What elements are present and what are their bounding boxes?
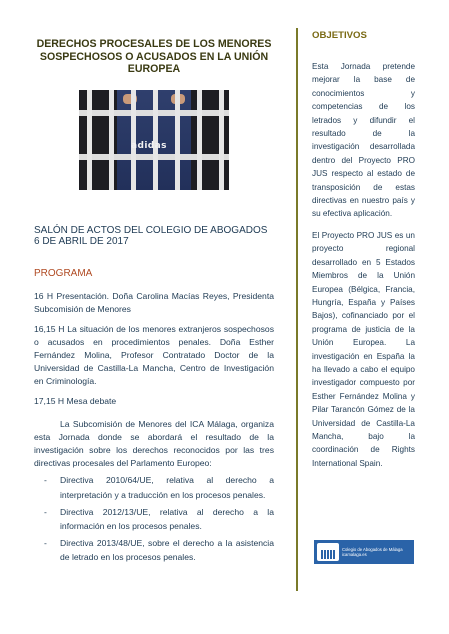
prison-bars-photo: [79, 90, 229, 190]
list-dash: -: [44, 506, 47, 517]
logo-text: Colegio de Abogados de Málaga: [342, 547, 403, 552]
directive-text: Directiva 2013/48/UE, sobre el derecho a la asistencia de letrado en los procesos penales.: [60, 538, 274, 563]
building-icon: [317, 543, 339, 561]
objetivos-paragraph: Esta Jornada pretende mejorar la base de conocimientos y competencias de los letrados y difundir el resultado de la investigación desarrollada dentro del Proyecto PRO JUS respecto al estado de transposición de estas directivas en nuestro país y su efectiva aplicación.: [312, 62, 415, 219]
photo-bar: [87, 90, 92, 190]
event-date: 6 DE ABRIL DE 2017: [34, 236, 129, 248]
list-dash: -: [44, 475, 47, 486]
program-item: 16,15 H La situación de los menores extranjeros sospechosos o acusados en procedimientos penales. Doña Esther Fernández Molina, Profesor Contratado Doctor de la Universidad de Castilla-La Mancha, Centro de Investigación en Criminología.: [34, 324, 274, 386]
sidebar: [312, 30, 415, 470]
project-paragraph: El Proyecto PRO JUS es un proyecto regional desarrollado en 5 Estados Miembros de la Unión Europea (Bélgica, Francia, Hungría, España y Países Bajos), cofinanciado por el programa de justicia de la Unión Europea. La investigación en España la ha llevado a cabo el equipo investigador compuesto por Esther Fernández Molina y Pilar Tarancón Gómez de la Universidad de Castilla-La Mancha, bajo la coordinación de Rights International Spain.: [312, 230, 415, 468]
venue-block: [34, 225, 274, 248]
directives-list: [34, 473, 274, 564]
list-item: [34, 536, 274, 564]
list-item: [34, 505, 274, 533]
intro-paragraph: La Subcomisión de Menores del ICA Málaga, organiza esta Jornada donde se abordará el resultado de la investigación sobre los derechos reconocidos por las tres directivas procesales del Parlamento Europeo:: [34, 419, 274, 468]
list-dash: -: [44, 538, 47, 549]
photo-bar: [131, 90, 136, 190]
program-item: 16 H Presentación. Doña Carolina Macías Reyes, Presidenta Subcomisión de Menores: [34, 290, 274, 314]
directive-text: Directiva 2012/13/UE, relativa al derecho a la información en los procesos penales.: [60, 506, 274, 531]
venue-name: SALÓN DE ACTOS DEL COLEGIO DE ABOGADOS: [34, 224, 268, 236]
main-column: [34, 38, 274, 568]
logo-text-block: [342, 547, 403, 557]
directive-text: Directiva 2010/64/UE, relativa al derecho a interpretación y a traducción en los procesos penales.: [60, 475, 274, 500]
photo-bar: [153, 90, 158, 190]
objetivos-heading: OBJETIVOS: [312, 30, 367, 41]
document-title: DERECHOS PROCESALES DE LOS MENORES SOSPECHOSOS O ACUSADOS EN LA UNIÓN EUROPEA: [36, 38, 272, 76]
photo-bar: [219, 90, 224, 190]
programa-heading: PROGRAMA: [34, 267, 93, 279]
photo-bar: [175, 90, 180, 190]
logo-url: icamalaga.es: [342, 552, 367, 557]
list-item: [34, 473, 274, 501]
photo-brand-text: adidas: [131, 140, 167, 151]
photo-bar: [197, 90, 202, 190]
program-item: 17,15 H Mesa debate: [34, 396, 117, 407]
photo-bar: [109, 90, 114, 190]
colegio-abogados-logo: [314, 540, 414, 564]
column-divider: [296, 28, 298, 591]
